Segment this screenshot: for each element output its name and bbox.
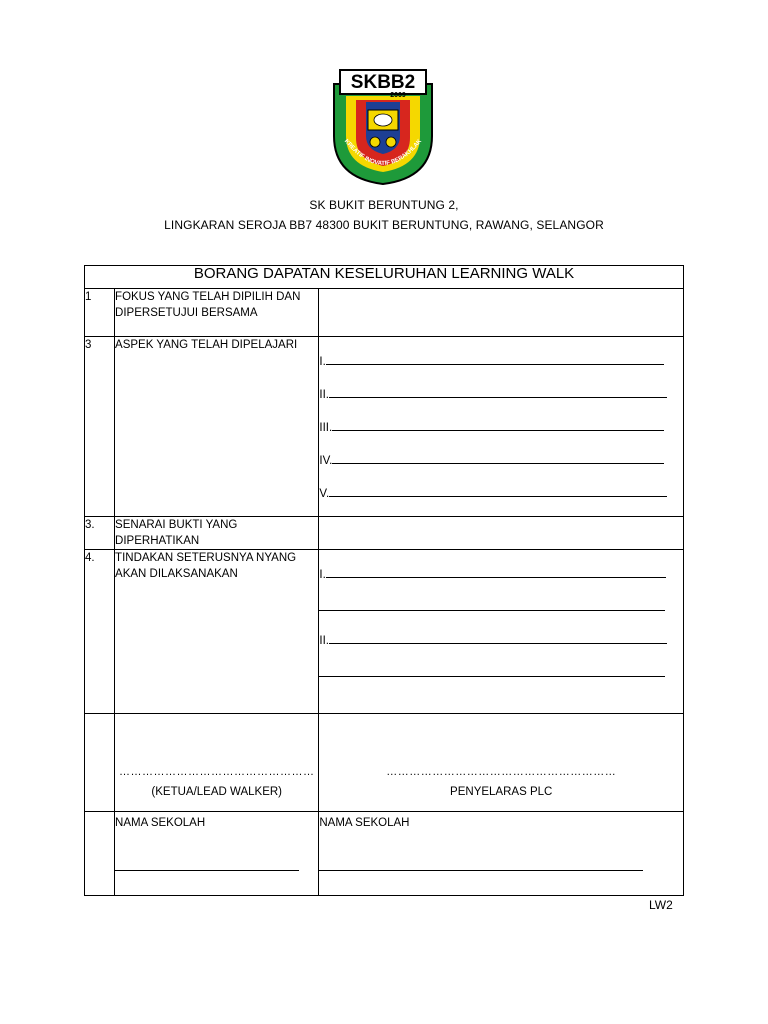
aspect-line[interactable]: IV. [319, 452, 683, 469]
aspect-line[interactable]: V. [319, 485, 683, 502]
plc-coordinator-signature[interactable]: …………………………………………………… PENYELARAS PLC [319, 714, 684, 812]
row-number: 3. [85, 517, 115, 550]
row-label: TINDAKAN SETERUSNYA NYANG AKAN DILAKSANAKAN [115, 550, 319, 714]
evidence-field[interactable] [319, 517, 684, 550]
action-line[interactable] [319, 665, 683, 682]
aspect-line[interactable]: III. [319, 419, 683, 436]
form-code: LW2 [649, 898, 673, 912]
lead-walker-signature[interactable]: …………………………………………… (KETUA/LEAD WALKER) [115, 714, 319, 812]
school-name-left-line[interactable] [115, 859, 299, 871]
school-name: SK BUKIT BERUNTUNG 2, [309, 198, 459, 212]
aspects-field[interactable] [319, 337, 684, 517]
row-number: 1 [85, 289, 115, 337]
row-number: 3 [85, 337, 115, 517]
school-name-left[interactable]: NAMA SEKOLAH [115, 812, 319, 896]
focus-field[interactable] [319, 289, 684, 337]
logo-text: SKBB2 [350, 72, 416, 93]
school-crest-logo [326, 66, 440, 186]
row-label: ASPEK YANG TELAH DIPELAJARI [115, 337, 319, 517]
action-line[interactable] [319, 599, 683, 616]
row-label: SENARAI BUKTI YANG DIPERHATIKAN [115, 517, 319, 550]
aspect-line[interactable]: II. [319, 386, 683, 403]
row-number: 4. [85, 550, 115, 714]
school-name-right[interactable]: NAMA SEKOLAH [319, 812, 684, 896]
action-line[interactable]: II. [319, 632, 683, 649]
next-actions-field[interactable] [319, 550, 684, 714]
lead-walker-caption: (KETUA/LEAD WALKER) [151, 786, 282, 798]
form-title: BORANG DAPATAN KESELURUHAN LEARNING WALK [85, 266, 684, 289]
school-address: LINGKARAN SEROJA BB7 48300 BUKIT BERUNTUNG, RAWANG, SELANGOR [164, 218, 604, 232]
learning-walk-form [84, 265, 684, 896]
action-line[interactable]: I. [319, 566, 683, 583]
row-label: FOKUS YANG TELAH DIPILIH DAN DIPERSETUJUI BERSAMA [115, 289, 319, 337]
logo-year: 2009 [390, 92, 406, 99]
school-name-right-line[interactable] [319, 859, 643, 871]
aspect-line[interactable]: I. [319, 353, 683, 370]
logo-motto: KREATIF INOVATIF BERAKHLAK [342, 138, 424, 168]
plc-coordinator-caption: PENYELARAS PLC [450, 786, 553, 798]
